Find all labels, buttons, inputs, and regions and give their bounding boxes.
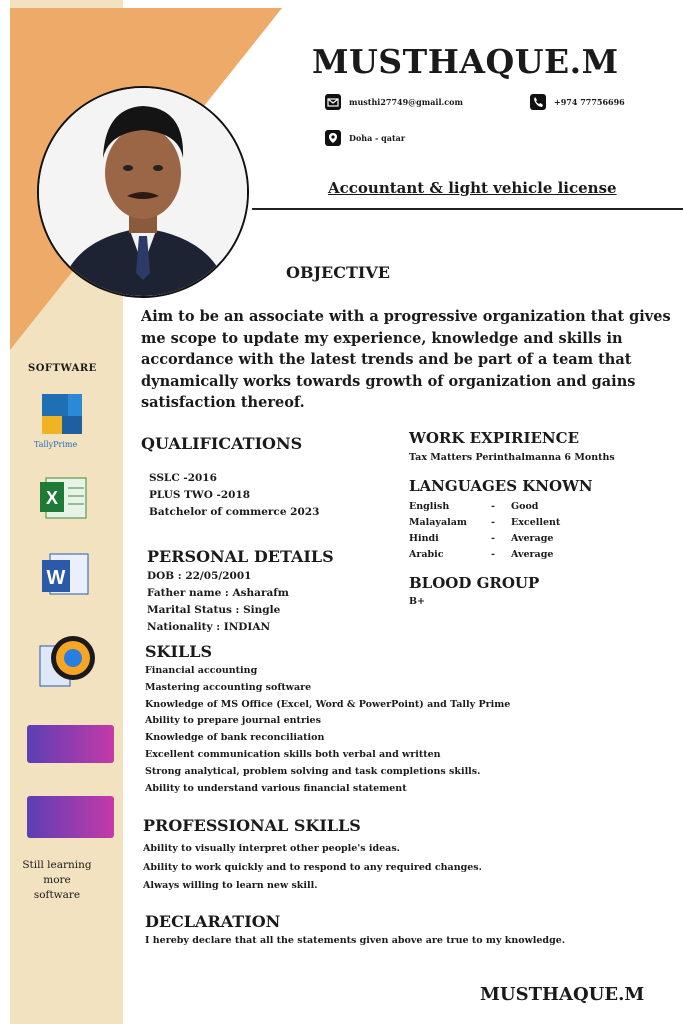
list-item: Marital Status : Single [147, 604, 281, 616]
software-heading: SOFTWARE [28, 363, 97, 374]
list-item: Mastering accounting software [145, 681, 312, 693]
blood-group-heading: BLOOD GROUP [409, 574, 540, 592]
list-item: Batchelor of commerce 2023 [149, 506, 320, 518]
location-pin-icon [325, 130, 341, 146]
email-contact [325, 94, 463, 110]
tally-prime-icon [40, 392, 84, 436]
languages-list [409, 499, 560, 563]
personal-details-list [147, 568, 289, 636]
language-row: Arabic - Average [409, 549, 554, 560]
list-item: Nationality : INDIAN [147, 621, 271, 633]
tally-prime-label: TallyPrime [34, 440, 78, 449]
objective-heading: OBJECTIVE [286, 263, 390, 282]
professional-skills-heading: PROFESSIONAL SKILLS [143, 816, 361, 835]
list-item: PLUS TWO -2018 [149, 489, 251, 501]
language-row: Hindi - Average [409, 533, 554, 544]
software-banner-1 [27, 725, 114, 763]
professional-skills-list [143, 840, 482, 896]
list-item: Knowledge of bank reconciliation [145, 732, 325, 744]
languages-heading: LANGUAGES KNOWN [409, 477, 593, 495]
language-row: Malayalam - Excellent [409, 517, 561, 528]
personal-details-heading: PERSONAL DETAILS [147, 547, 334, 566]
software-banner-2 [27, 796, 114, 838]
profile-photo [37, 86, 249, 298]
list-item: Ability to visually interpret other people's ideas. [143, 843, 400, 854]
location-text: Doha - qatar [349, 133, 406, 143]
objective-text: Aim to be an associate with a progressive organization that gives me scope to update my experience, knowledge and skills in accordance with the latest trends and be part of a team that dynamically works towards growth of organization and gains satisfaction thereof. [141, 308, 671, 411]
work-experience-text: Tax Matters Perinthalmanna 6 Months [409, 452, 615, 463]
header-divider [252, 208, 683, 210]
declaration-heading: DECLARATION [145, 912, 281, 931]
list-item: Ability to work quickly and to respond to any required changes. [143, 861, 482, 873]
phone-icon [530, 94, 546, 110]
language-row: English - Good [409, 501, 539, 512]
phone-text: +974 77756696 [554, 97, 625, 107]
svg-text:X: X [45, 488, 59, 508]
word-icon [40, 550, 90, 598]
list-item: Excellent communication skills both verbal and written [145, 748, 441, 760]
list-item: Always willing to learn new skill. [143, 880, 318, 891]
outlook-icon [38, 632, 96, 690]
tagline: Accountant & light vehicle license [328, 179, 617, 197]
list-item: SSLC -2016 [149, 472, 217, 484]
work-experience-heading: WORK EXPIRIENCE [409, 429, 580, 447]
skills-heading: SKILLS [145, 642, 212, 661]
signature-name: MUSTHAQUE.M [480, 984, 645, 1005]
person-portrait-icon [39, 88, 247, 296]
list-item: Ability to understand various financial statement [145, 782, 407, 794]
qualifications-heading: QUALIFICATIONS [141, 434, 303, 453]
still-learning-note: Still learning more software [22, 859, 92, 901]
candidate-name: MUSTHAQUE.M [312, 42, 619, 81]
list-item: Strong analytical, problem solving and task completions skills. [145, 765, 481, 777]
list-item: Ability to prepare journal entries [145, 715, 321, 727]
list-item: Knowledge of MS Office (Excel, Word & PowerPoint) and Tally Prime [145, 698, 511, 710]
blood-group-value: B+ [409, 596, 425, 607]
phone-contact [530, 94, 625, 110]
location-contact [325, 130, 405, 146]
declaration-text: I hereby declare that all the statements given above are true to my knowledge. [145, 935, 566, 946]
email-text: musthi27749@gmail.com [349, 97, 463, 107]
excel-icon [38, 474, 88, 520]
svg-text:W: W [46, 567, 66, 589]
list-item: DOB : 22/05/2001 [147, 570, 252, 582]
email-icon [325, 94, 341, 110]
list-item: Father name : Asharafm [147, 587, 289, 599]
list-item: Financial accounting [145, 665, 258, 676]
skills-list [145, 663, 510, 797]
qualifications-list [149, 470, 319, 521]
